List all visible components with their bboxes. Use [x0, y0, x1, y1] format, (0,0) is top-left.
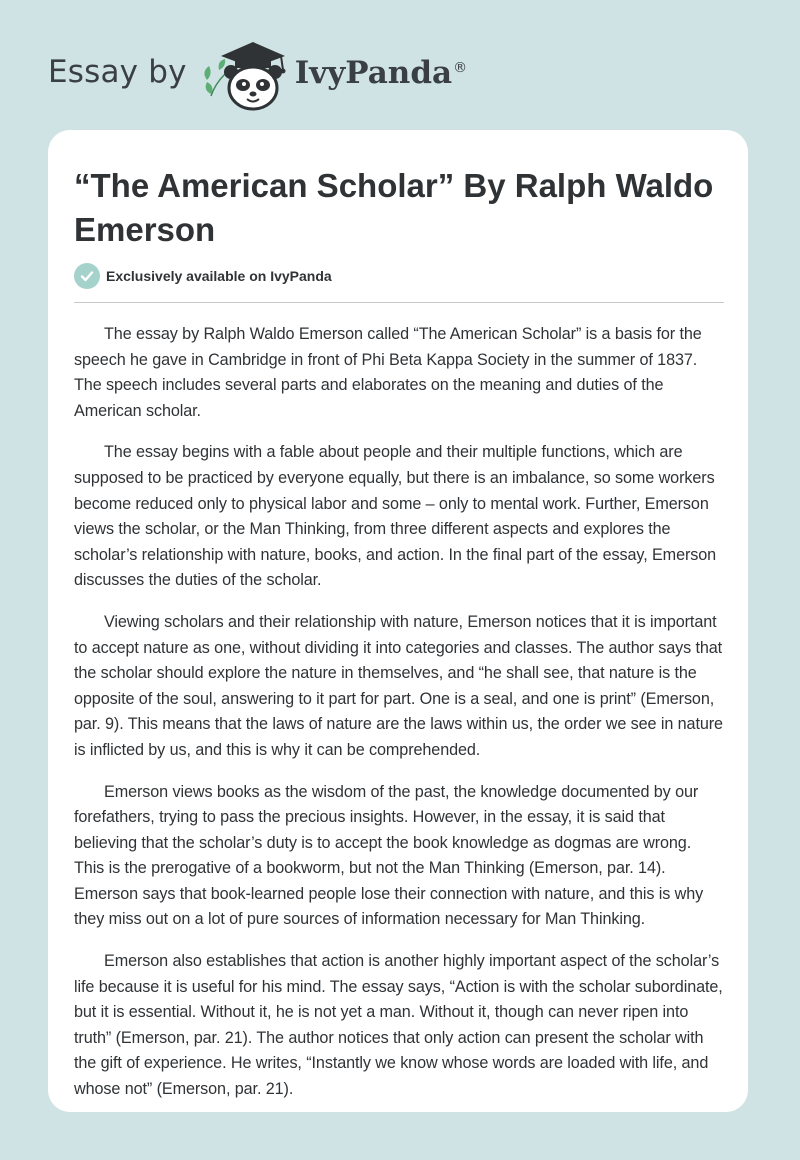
exclusive-badge-label: Exclusively available on IvyPanda [106, 268, 332, 284]
essay-paragraph: The essay by Ralph Waldo Emerson called “The American Scholar” is a basis for the speech he gave in Cambridge in front of Phi Beta Kappa Society in the summer of 1837. The speech includes several parts and elaborates on the meaning and duties of the American scholar. [74, 325, 702, 420]
essay-paragraph: Emerson also establishes that action is another highly important aspect of the scholar’s life because it is useful for his mind. The essay says, “Action is with the scholar subordinate, but it is essential. Without it, he is not yet a man. Without it, though can never ripen into truth” (Emerson, par. 21). The author notices that only action can present the scholar with the gift of experience. He writes, “Instantly we know whose words are loaded with life, and whose not” (Emerson, par. 21). [74, 952, 723, 1099]
essay-body [74, 322, 724, 1119]
essay-card [48, 130, 748, 1112]
essay-paragraph: Emerson views books as the wisdom of the past, the knowledge documented by our forefathers, trying to pass the precious insights. However, in the essay, it is said that believing that the scholar’s duty is to accept the book knowledge as dogmas are wrong. This is the prerogative of a bookworm, but not the Man Thinking (Emerson, par. 14). Emerson says that book-learned people lose their connection with nature, and this is why they miss out on a lot of pure sources of information necessary for Man Thinking. [74, 782, 704, 929]
registered-mark: ® [453, 59, 468, 76]
exclusive-badge [74, 263, 332, 289]
checkmark-icon [74, 263, 100, 289]
essay-paragraph: Viewing scholars and their relationship with nature, Emerson notices that it is important to accept nature as one, without dividing it into categories and classes. The author says that the scholar should explore the nature in themselves, and “he shall see, that nature is the opposite of the soul, answering to it part for part. One is a seal, and one is print” (Emerson, par. 9). This means that the laws of nature are the laws within us, the order we see in nature is inflicted by us, and this is why it can be comprehended. [74, 612, 723, 759]
divider [74, 302, 724, 303]
site-header [48, 36, 467, 112]
essay-title: “The American Scholar” By Ralph Waldo Emerson [74, 167, 714, 248]
ivypanda-logo-text[interactable]: IvyPanda® [294, 55, 468, 91]
panda-graduation-cap-icon [197, 36, 293, 112]
essay-paragraph: The essay begins with a fable about people and their multiple functions, which are supposed to be practiced by everyone equally, but there is an imbalance, so some workers become reduced only to physical labor and some – only to mental work. Further, Emerson views the scholar, or the Man Thinking, from three different aspects and explores the scholar’s relationship with nature, books, and action. In the final part of the essay, Emerson discusses the duties of the scholar. [74, 443, 717, 590]
essay-by-label: Essay by [48, 54, 187, 90]
